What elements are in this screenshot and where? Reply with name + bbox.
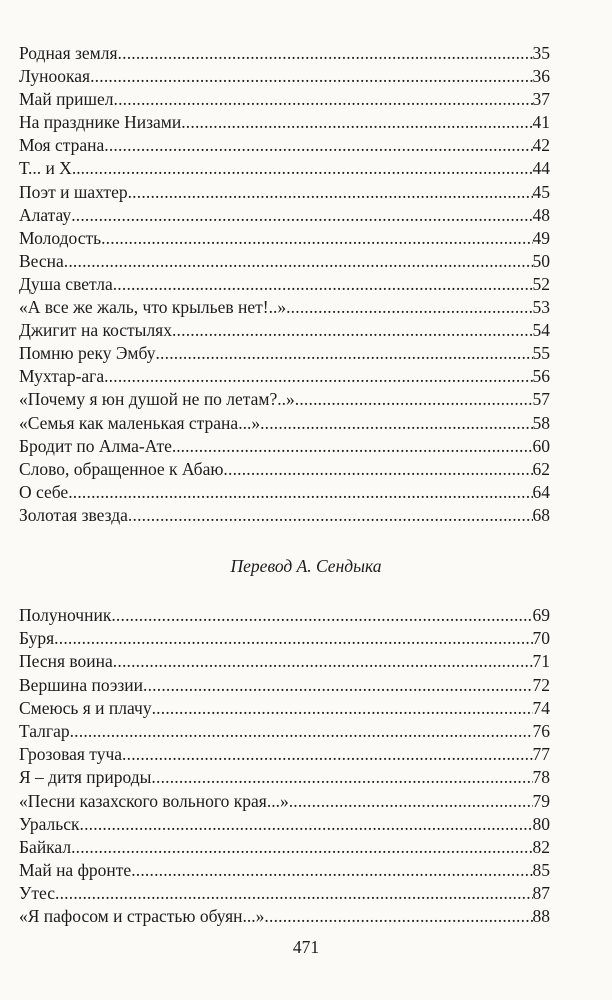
toc-entry-title: О себе	[19, 481, 69, 502]
toc-entry-title: Я – дитя природы	[19, 767, 152, 788]
toc-entry	[19, 319, 550, 342]
toc-entry-page: 79	[532, 790, 550, 811]
toc-entry	[19, 111, 550, 134]
toc-entry	[19, 674, 550, 697]
toc-entry	[19, 905, 550, 928]
toc-entry-title: Вершина поэзии	[19, 674, 144, 695]
toc-entry	[19, 88, 550, 111]
toc-entry-page: 88	[532, 906, 550, 927]
toc-entry-title: «Почему я юн душой не по летам?..»	[19, 389, 295, 410]
dot-leader	[152, 697, 533, 720]
toc-entry-title: Уральск	[19, 813, 80, 834]
dot-leader	[104, 134, 532, 157]
toc-entry	[19, 181, 550, 204]
toc-entry-title: Май пришел	[19, 89, 114, 110]
dot-leader	[295, 388, 533, 411]
toc-entry	[19, 412, 550, 435]
dot-leader	[71, 836, 532, 859]
toc-entry-page: 49	[532, 227, 550, 248]
dot-leader	[122, 743, 532, 766]
toc-entry-page: 35	[532, 43, 550, 63]
toc-entry	[19, 342, 550, 365]
toc-entry	[19, 766, 550, 789]
toc-entry-page: 36	[532, 66, 550, 87]
toc-entry-page: 80	[532, 813, 550, 834]
toc-entry-page: 82	[532, 836, 550, 857]
toc-entry-title: Буря	[19, 628, 55, 649]
toc-entry	[19, 697, 550, 720]
toc-entry-page: 77	[532, 744, 550, 765]
toc-entry-title: Байкал	[19, 836, 72, 857]
dot-leader	[151, 766, 532, 789]
toc-entry-page: 58	[532, 412, 550, 433]
dot-leader	[113, 273, 533, 296]
toc-entry	[19, 504, 550, 527]
toc-entry	[19, 134, 550, 157]
toc-entry-page: 42	[532, 135, 550, 156]
dot-leader	[185, 435, 532, 458]
toc-entry-page: 53	[532, 297, 550, 318]
dot-leader	[264, 905, 532, 928]
section-heading: Перевод А. Сендыка	[230, 556, 382, 576]
toc-entry-title: На празднике Низами	[19, 112, 182, 133]
toc-entry-page: 87	[532, 883, 550, 904]
dot-leader	[90, 65, 532, 88]
toc-entry-page: 69	[532, 605, 550, 625]
toc-entry	[19, 650, 550, 673]
dot-leader	[85, 157, 533, 180]
toc-entry-title: Луноокая	[19, 66, 91, 87]
dot-leader	[104, 365, 532, 388]
toc-entry-title: Бродит по Алма-Ате...	[19, 435, 186, 456]
toc-entry-page: 78	[532, 767, 550, 788]
dot-leader	[70, 720, 533, 743]
toc-entry-title: Песня воина	[19, 651, 113, 672]
toc-entry-page: 50	[532, 250, 550, 271]
toc-entry-page: 54	[532, 320, 550, 341]
toc-entry	[19, 42, 550, 65]
toc-entry	[19, 227, 550, 250]
dot-leader	[286, 296, 532, 319]
dot-leader	[101, 227, 532, 250]
dot-leader	[128, 181, 533, 204]
toc-entry-title: Мухтар-ага	[19, 366, 105, 387]
toc-entry-title: Май на фронте	[19, 860, 132, 881]
dot-leader	[80, 813, 533, 836]
dot-leader	[111, 604, 532, 627]
toc-entry-title: Утес	[19, 883, 56, 904]
dot-leader	[172, 319, 533, 342]
toc-entry-title: «А все же жаль, что крыльев нет!..»	[19, 297, 287, 318]
toc-entry-title: «Я пафосом и страстью обуян...»	[19, 906, 265, 927]
toc-entry-title: Моя страна	[19, 135, 105, 156]
toc-entry-page: 55	[532, 343, 550, 364]
toc-entry	[19, 458, 550, 481]
toc-entry-page: 41	[532, 112, 550, 133]
toc-entry-page: 64	[532, 481, 550, 502]
toc-entry-page: 45	[532, 181, 550, 202]
toc-entry-page: 60	[532, 435, 550, 456]
toc-entry-page: 76	[532, 720, 550, 741]
toc-entry-page: 71	[532, 651, 550, 672]
toc-entry	[19, 65, 550, 88]
toc-entry-page: 56	[532, 366, 550, 387]
toc-entry	[19, 604, 550, 627]
toc-entry-page: 48	[532, 204, 550, 225]
dot-leader	[71, 204, 532, 227]
toc-entry-title: Полуночник	[19, 605, 112, 625]
toc-entry	[19, 743, 550, 766]
toc-entry-title: Грозовая туча	[19, 744, 123, 765]
dot-leader	[128, 504, 533, 527]
dot-leader	[131, 859, 532, 882]
toc-entry-title: Талгар	[19, 720, 70, 741]
toc-entry	[19, 435, 550, 458]
page-number: 471	[292, 937, 320, 957]
toc-entry	[19, 365, 550, 388]
toc-list-part-2	[19, 604, 550, 929]
dot-leader	[114, 88, 533, 111]
dot-leader	[54, 627, 532, 650]
toc-entry	[19, 481, 550, 504]
dot-leader	[55, 882, 532, 905]
toc-entry-page: 57	[532, 389, 550, 410]
toc-entry	[19, 836, 550, 859]
toc-entry-title: Поэт и шахтер	[19, 181, 128, 202]
toc-entry-title: Молодость	[19, 227, 102, 248]
toc-entry	[19, 790, 550, 813]
toc-entry	[19, 388, 550, 411]
dot-leader	[181, 111, 532, 134]
toc-entry-title: Смеюсь я и плачу	[19, 697, 152, 718]
toc-list-part-1	[19, 42, 550, 527]
toc-entry-page: 52	[532, 273, 550, 294]
toc-entry	[19, 720, 550, 743]
dot-leader	[223, 458, 532, 481]
toc-entry-page: 85	[532, 860, 550, 881]
toc-entry	[19, 859, 550, 882]
toc-entry-title: «Песни казахского вольного края...»	[19, 790, 289, 811]
dot-leader	[155, 342, 532, 365]
toc-entry-title: Родная земля	[19, 43, 118, 63]
toc-entry-page: 74	[532, 697, 550, 718]
toc-entry	[19, 250, 550, 273]
dot-leader	[118, 42, 533, 65]
dot-leader	[289, 790, 533, 813]
toc-entry-title: Т... и Х...	[19, 158, 85, 179]
toc-entry-title: Душа светла	[19, 273, 113, 294]
dot-leader	[143, 674, 532, 697]
dot-leader	[260, 412, 532, 435]
toc-entry-title: Слово, обращенное к Абаю	[19, 458, 224, 479]
toc-entry-page: 68	[532, 504, 550, 525]
toc-entry	[19, 157, 550, 180]
dot-leader	[64, 250, 533, 273]
toc-entry	[19, 204, 550, 227]
toc-entry-title: Весна	[19, 250, 64, 271]
toc-entry	[19, 296, 550, 319]
toc-entry-page: 44	[532, 158, 550, 179]
toc-entry-title: Джигит на костылях	[19, 320, 172, 341]
toc-entry-title: Золотая звезда	[19, 504, 128, 525]
toc-entry	[19, 273, 550, 296]
toc-entry-title: Помню реку Эмбу	[19, 343, 156, 364]
toc-entry	[19, 813, 550, 836]
toc-entry-page: 70	[532, 628, 550, 649]
dot-leader	[113, 650, 533, 673]
toc-entry-page: 62	[532, 458, 550, 479]
toc-entry-page: 37	[532, 89, 550, 110]
toc-entry	[19, 882, 550, 905]
toc-entry-page: 72	[532, 674, 550, 695]
toc-entry-title: Алатау	[19, 204, 72, 225]
dot-leader	[68, 481, 532, 504]
toc-entry	[19, 627, 550, 650]
toc-entry-title: «Семья как маленькая страна...»	[19, 412, 261, 433]
